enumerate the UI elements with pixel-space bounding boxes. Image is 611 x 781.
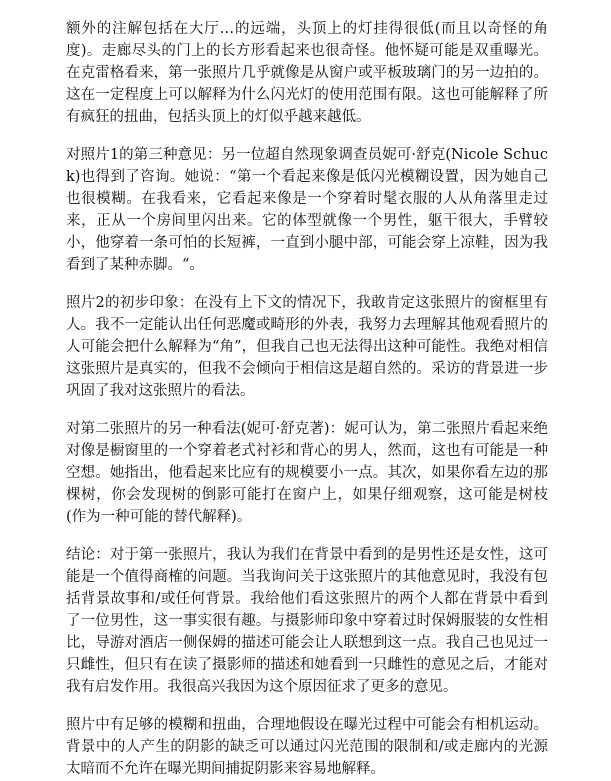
paragraph-6: 照片中有足够的模糊和扭曲，合理地假设在曝光过程中可能会有相机运动。背景中的人产生的阴影的缺乏可以通过闪光范围的限制和/或走廊内的光源太暗而不允许在曝光期间捕捉阴影来容易地解释。	[66, 717, 548, 777]
paragraph-5: 结论：对于第一张照片，我认为我们在背景中看到的是男性还是女性，这可能是一个值得商榷的问题。当我询问关于这张照片的其他意见时，我没有包括背景故事和/或任何背景。我给他们看这张照片的两个人都在背景中看到了一位男性，这一事实很有趣。与摄影师印象中穿着过时保姆服装的女性相比，导游对酒店一侧保姆的描述可能会让人联想到这一点。我自己也见过一只雌性，但只有在读了摄影师的描述和她看到一只雌性的意见之后，才能对我有启发作用。我很高兴我因为这个原因征求了更多的意见。	[66, 547, 548, 695]
paragraph-2: 对照片1的第三种意见：另一位超自然现象调查员妮可·舒克(Nicole Schuck)也得到了咨询。她说：“第一个看起来像是低闪光模糊设置，因为她自己也很模糊。在我看来，它看起来像是一个穿着时髦衣服的人从角落里走过来，正从一个房间里闪出来。它的体型就像一个男性，躯干很大，手臂较小，他穿着一条可怕的长短裤，一直到小腿中部，可能会穿上凉鞋，因为我看到了某种赤脚。“。	[66, 147, 548, 273]
document-page	[66, 18, 548, 780]
paragraph-3: 照片2的初步印象：在没有上下文的情况下，我敢肯定这张照片的窗框里有人。我不一定能认出任何恶魔或畸形的外表，我努力去理解其他观看照片的人可能会把什么解释为“角”，但我自己也无法得出这种可能性。我绝对相信这张照片是真实的，但我不会倾向于相信这是超自然的。采访的背景进一步巩固了我对这张照片的看法。	[66, 295, 548, 399]
paragraph-1: 额外的注解包括在大厅…的远端，头顶上的灯挂得很低(而且以奇怪的角度)。走廊尽头的门上的长方形看起来也很奇怪。他怀疑可能是双重曝光。在克雷格看来，第一张照片几乎就像是从窗户或平板玻璃门的另一边拍的。这在一定程度上可以解释为什么闪光灯的使用范围有限。这也可能解释了所有疯狂的扭曲，包括头顶上的灯似乎越来越低。	[66, 21, 548, 125]
paragraph-4: 对第二张照片的另一种看法(妮可·舒克著)：妮可认为，第二张照片看起来绝对像是橱窗里的一个穿着老式衬衫和背心的男人，然而，这也有可能是一种空想。她指出，他看起来比应有的规模要小一点。其次，如果你看左边的那棵树，你会发现树的倒影可能打在窗户上，如果仔细观察，这可能是树枝(作为一种可能的替代解释)。	[66, 421, 548, 525]
